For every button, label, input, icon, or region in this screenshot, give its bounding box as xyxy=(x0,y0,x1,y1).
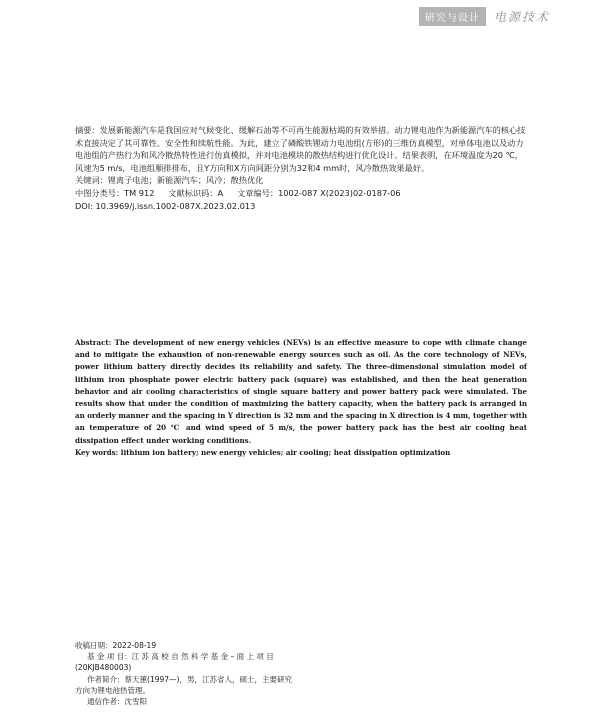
fund-line-1: 基 金 项 目：江 苏 高 校 自 然 科 学 基 金 – 面 上 项 目 xyxy=(87,652,274,662)
cn-abstract-text: 发展新能源汽车是我国应对气候变化、缓解石油等不可再生能源枯竭的有效举措。动力锂电池作为新能源汽车的核心技术直接决定了其可靠性、安全性和续航性能。为此，建立了磷酸铁锂动力电池组(方形)的三维仿真模型，对单体电池以及动力电池组的产热行为和风冷散热特性进行仿真模拟，并对电池模块的散热结构进行优化设计。结果表明，在环境温度为20 ℃，风速为5 m/s，电池组顺排排布，且Y方向和X方向间距分别为32和4 mm时，风冷散热效果最好。 xyxy=(75,125,526,173)
en-abstract-label: Abstract: xyxy=(75,338,112,347)
document-code: 文献标识码：A xyxy=(168,187,224,198)
doi: DOI: 10.3969/j.issn.1002-087X.2023.02.013 xyxy=(75,200,256,211)
english-abstract xyxy=(75,337,527,459)
en-keywords-text: lithium ion battery; new energy vehicles; air cooling; heat dissipation optimization xyxy=(120,447,451,457)
cn-keywords xyxy=(75,174,527,187)
en-keywords xyxy=(75,447,527,459)
en-abstract-text: The development of new energy vehicles (NEVs) is an effective measure to cope with climate change and to mitigate the exhaustion of non-renewable energy sources such as oil. As the core technology of NEVs, power lithium battery directly decides its reliability and safety. The three-dimensional simulation model of lithium iron phosphate power electric battery pack (square) was established, and then the heat generation behavior and air cooling characteristics of single square battery and power battery pack were simulated. The results show that under the condition of maximizing the battery capacity, when the battery pack is arranged in an orderly manner and the spacing in Y direction is 32 mm and the spacing in X direction is 4 mm, together with an temperature of 20 ℃ and wind speed of 5 m/s, the power battery pack has the best air cooling heat dissipation effect under working conditions. xyxy=(75,338,527,445)
clc-number: 中图分类号：TM 912 xyxy=(75,187,155,198)
journal-name: 电源技术 xyxy=(493,9,550,24)
chinese-abstract xyxy=(75,124,527,212)
cn-abstract-label: 摘要： xyxy=(75,125,100,135)
author-line-2: 方向为锂电池热管理。 xyxy=(75,685,150,695)
en-keywords-label: Key words: xyxy=(75,447,119,457)
en-abstract-paragraph xyxy=(75,337,527,447)
cn-abstract-paragraph xyxy=(75,124,527,174)
received-date: 收稿日期：2022-08-19 xyxy=(75,641,157,650)
correspondence: 通信作者：沈雪阳 xyxy=(87,697,147,707)
fund-line-2: (20KJB480003) xyxy=(75,663,132,673)
cn-identifiers xyxy=(75,187,527,200)
author-line-1: 作者简介：蔡天蕙(1997—)，男，江苏省人，硕士，主要研究 xyxy=(87,674,292,684)
running-header xyxy=(419,6,550,26)
footnotes xyxy=(75,640,305,707)
cn-keywords-text: 锂离子电池；新能源汽车；风冷；散热优化 xyxy=(107,175,264,186)
cn-keywords-label: 关键词： xyxy=(75,175,108,186)
section-label: 研究与设计 xyxy=(419,7,486,26)
article-number: 文章编号：1002-087 X(2023)02-0187-06 xyxy=(237,187,401,198)
